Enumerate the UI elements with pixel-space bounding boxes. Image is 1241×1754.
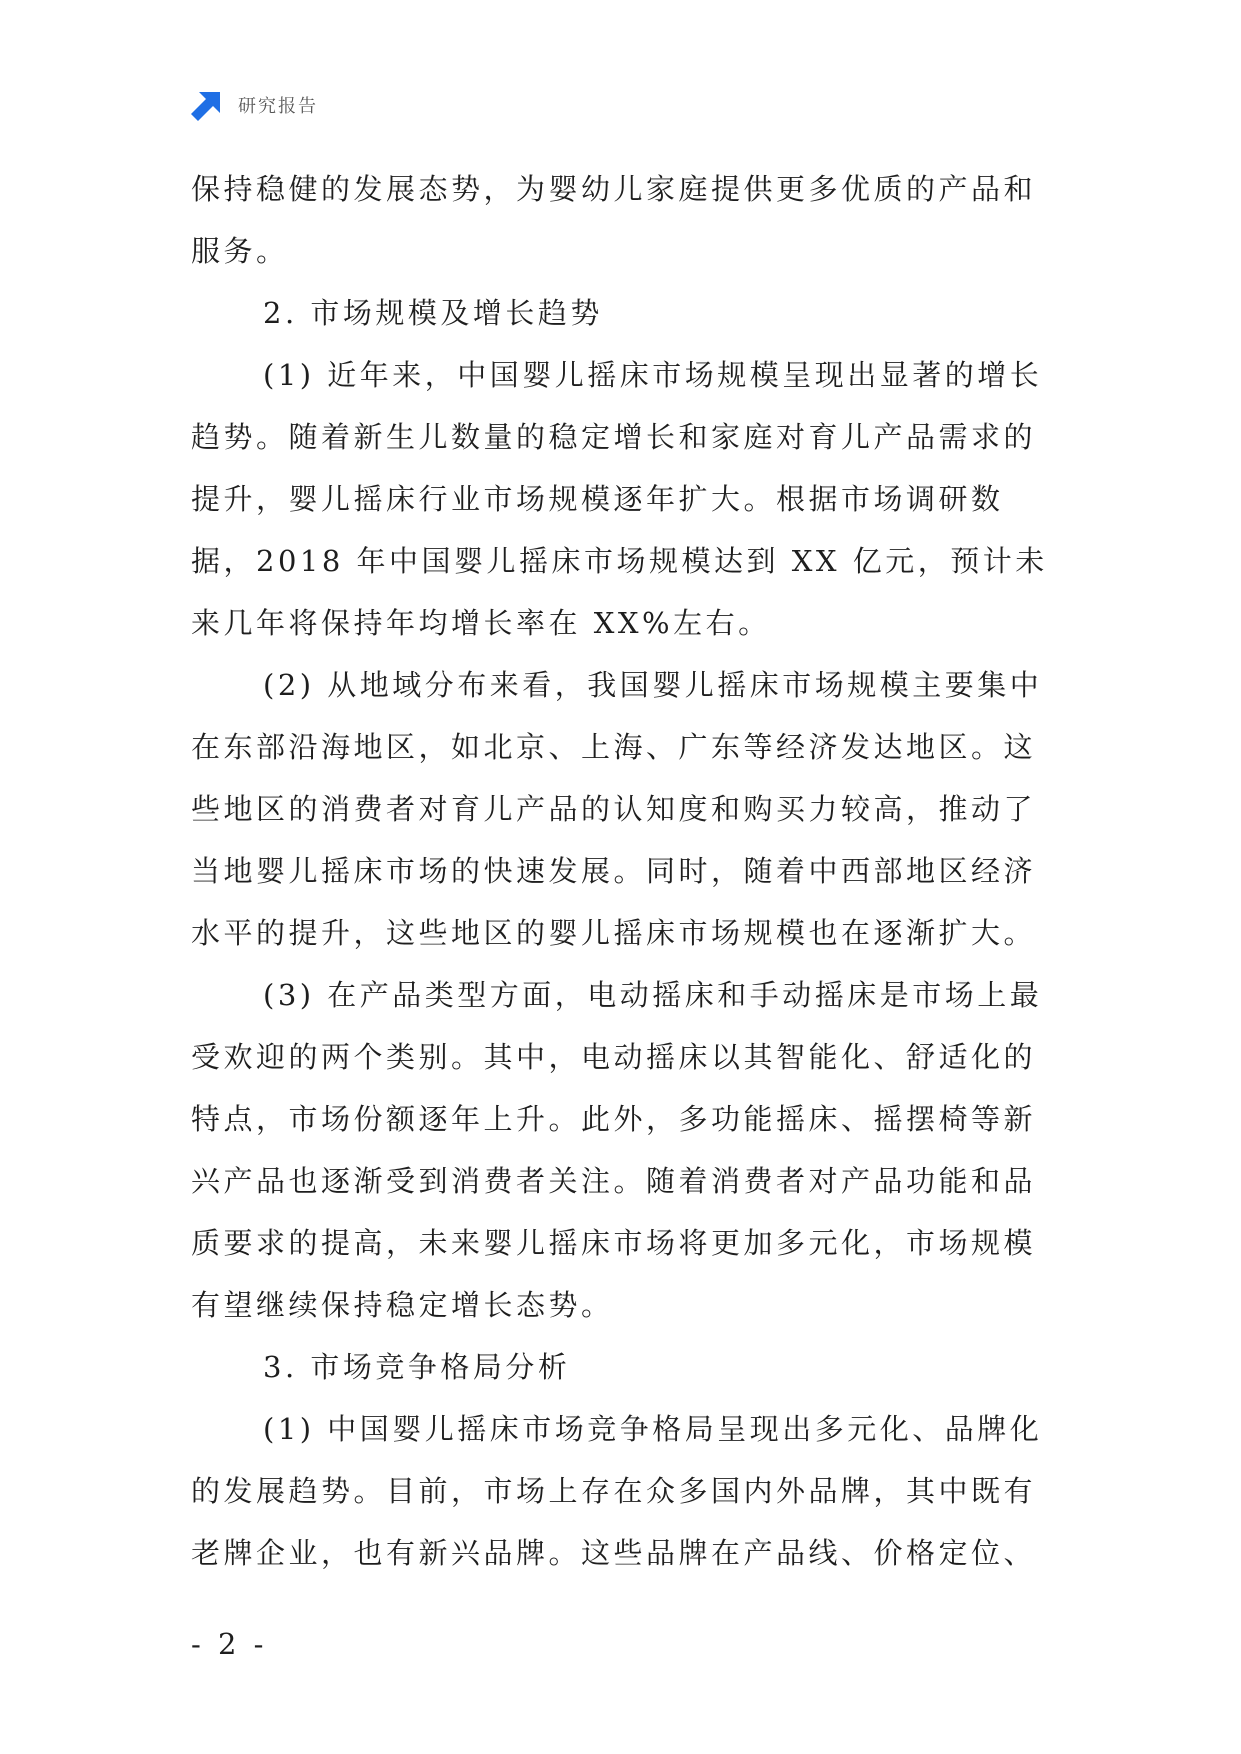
section-heading-competition: 3. 市场竞争格局分析 xyxy=(263,1350,571,1384)
header-title: 研究报告 xyxy=(238,96,318,117)
page-number: - 2 - xyxy=(191,1627,268,1661)
document-body xyxy=(191,158,1053,1584)
paragraph-competition-landscape: (1) 中国婴儿摇床市场竞争格局呈现出多元化、品牌化的发展趋势。目前，市场上存在众多国内外品牌，其中既有老牌企业，也有新兴品牌。这些品牌在产品线、价格定位、 xyxy=(191,1412,1043,1570)
paragraph-product-types: (3) 在产品类型方面，电动摇床和手动摇床是市场上最受欢迎的两个类别。其中，电动摇床以其智能化、舒适化的特点，市场份额逐年上升。此外，多功能摇床、摇摆椅等新兴产品也逐渐受到消费者关注。随着消费者对产品功能和品质要求的提高，未来婴儿摇床市场将更加多元化，市场规模有望继续保持稳定增长态势。 xyxy=(191,978,1043,1322)
section-heading-market-size: 2. 市场规模及增长趋势 xyxy=(263,296,603,330)
arrow-up-right-icon xyxy=(190,88,224,122)
paragraph-regional-distribution: (2) 从地域分布来看，我国婴儿摇床市场规模主要集中在东部沿海地区，如北京、上海、广东等经济发达地区。这些地区的消费者对育儿产品的认知度和购买力较高，推动了当地婴儿摇床市场的快速发展。同时，随着中西部地区经济水平的提升，这些地区的婴儿摇床市场规模也在逐渐扩大。 xyxy=(191,668,1043,950)
paragraph-market-growth: (1) 近年来，中国婴儿摇床市场规模呈现出显著的增长趋势。随着新生儿数量的稳定增长和家庭对育儿产品需求的提升，婴儿摇床行业市场规模逐年扩大。根据市场调研数据，2018 年中国婴儿摇床市场规模达到 XX 亿元，预计未来几年将保持年均增长率在 XX%左右。 xyxy=(191,358,1048,640)
continuation-paragraph: 保持稳健的发展态势，为婴幼儿家庭提供更多优质的产品和服务。 xyxy=(191,172,1037,268)
report-header xyxy=(190,88,318,122)
